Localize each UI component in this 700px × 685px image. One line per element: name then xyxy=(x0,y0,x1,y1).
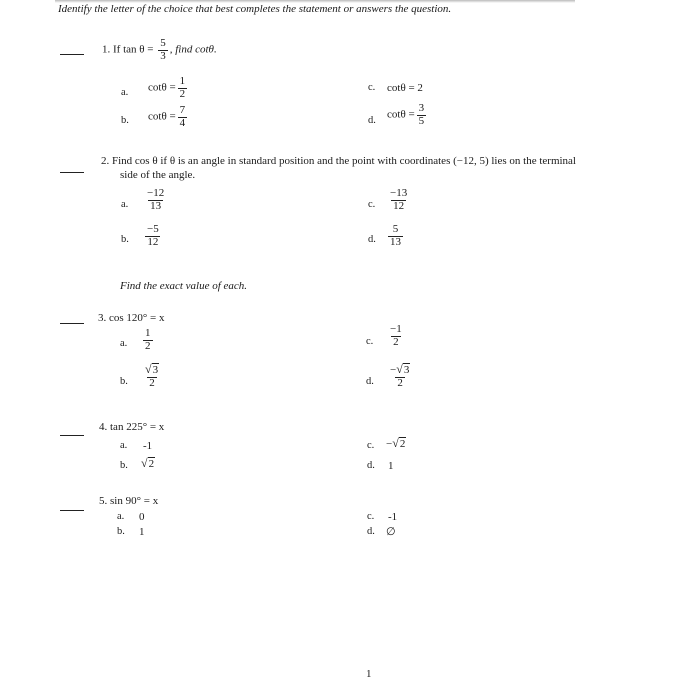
question-5-stem: 5. sin 90° = x xyxy=(99,495,159,507)
q3-choice-c[interactable]: $\frac{-1}{2}$ xyxy=(390,323,402,348)
choice-label: a. xyxy=(121,87,129,98)
q4-choice-d[interactable]: 1 xyxy=(388,460,394,472)
question-2-stem-line2: side of the angle. xyxy=(120,169,196,181)
q4-choice-b[interactable] xyxy=(141,456,155,471)
sqrt-icon: √2 xyxy=(141,456,155,470)
q3-choice-a[interactable]: $\frac{1}{2}$ xyxy=(145,327,151,352)
question-1-stem: 1. If tan θ = $\frac{5}{3}$ , find cotθ. xyxy=(102,37,217,62)
choice-label: c. xyxy=(368,199,376,210)
q1-choice-c[interactable]: cotθ = 2 xyxy=(387,82,423,94)
q2-choice-d[interactable]: $\frac{5}{13}$ xyxy=(390,223,401,248)
instructions: Identify the letter of the choice that best completes the statement or answers the question. xyxy=(58,3,452,15)
fraction: $\frac{5}{3}$ xyxy=(160,37,166,62)
q2-choice-a[interactable]: $\frac{-12}{13}$ xyxy=(147,187,165,212)
q5-choice-b[interactable]: 1 xyxy=(139,526,145,538)
sqrt-icon: √2 xyxy=(392,436,406,450)
q1-choice-b[interactable]: cotθ = $\frac{7}{4}$ xyxy=(148,104,186,129)
choice-label: d. xyxy=(368,234,376,245)
choice-label: a. xyxy=(120,338,128,349)
answer-blank-q1[interactable] xyxy=(60,54,84,55)
question-4-stem: 4. tan 225° = x xyxy=(99,421,165,433)
question-3-stem: 3. cos 120° = x xyxy=(98,312,165,324)
q3-choice-b[interactable]: $\frac{√3}{2}$ xyxy=(145,362,159,389)
choice-label: c. xyxy=(366,336,374,347)
page-number: 1 xyxy=(366,668,372,680)
choice-label: d. xyxy=(367,526,375,537)
q5-choice-c[interactable]: -1 xyxy=(388,511,398,523)
choice-label: d. xyxy=(367,460,375,471)
q2-choice-c[interactable]: $\frac{-13}{12}$ xyxy=(390,187,408,212)
choice-label: a. xyxy=(120,440,128,451)
choice-label: b. xyxy=(117,526,125,537)
choice-label: b. xyxy=(120,376,128,387)
answer-blank-q5[interactable] xyxy=(60,510,84,511)
q4-choice-a[interactable]: -1 xyxy=(143,440,153,452)
q1-choice-a[interactable]: cotθ = $\frac{1}{2}$ xyxy=(148,75,186,100)
answer-blank-q3[interactable] xyxy=(60,323,84,324)
q4-choice-c[interactable]: −√2 xyxy=(386,436,406,450)
answer-blank-q2[interactable] xyxy=(60,172,84,173)
q5-choice-a[interactable]: 0 xyxy=(139,511,145,523)
sqrt-icon: √3 xyxy=(145,362,159,376)
question-number: 1. xyxy=(102,43,111,56)
choice-label: d. xyxy=(368,115,376,126)
choice-label: b. xyxy=(120,460,128,471)
choice-label: d. xyxy=(366,376,374,387)
answer-blank-q4[interactable] xyxy=(60,435,84,436)
section-heading: Find the exact value of each. xyxy=(120,280,248,292)
q3-choice-d[interactable]: $\frac{-√3}{2}$ xyxy=(390,362,410,389)
question-2-stem: 2. Find cos θ if θ is an angle in standard position and the point with coordinates (−12, 5) lies on the terminal xyxy=(101,155,576,167)
choice-label: c. xyxy=(367,440,375,451)
sqrt-icon: √3 xyxy=(396,362,410,376)
choice-label: b. xyxy=(121,234,129,245)
q5-choice-d[interactable]: ∅ xyxy=(386,526,396,538)
choice-label: c. xyxy=(368,82,376,93)
choice-label: a. xyxy=(121,199,129,210)
choice-label: a. xyxy=(117,511,125,522)
choice-label: b. xyxy=(121,115,129,126)
q2-choice-b[interactable]: $\frac{-5}{12}$ xyxy=(147,223,159,248)
choice-label: c. xyxy=(367,511,375,522)
q1-choice-d[interactable]: cotθ = $\frac{3}{5}$ xyxy=(387,102,425,127)
